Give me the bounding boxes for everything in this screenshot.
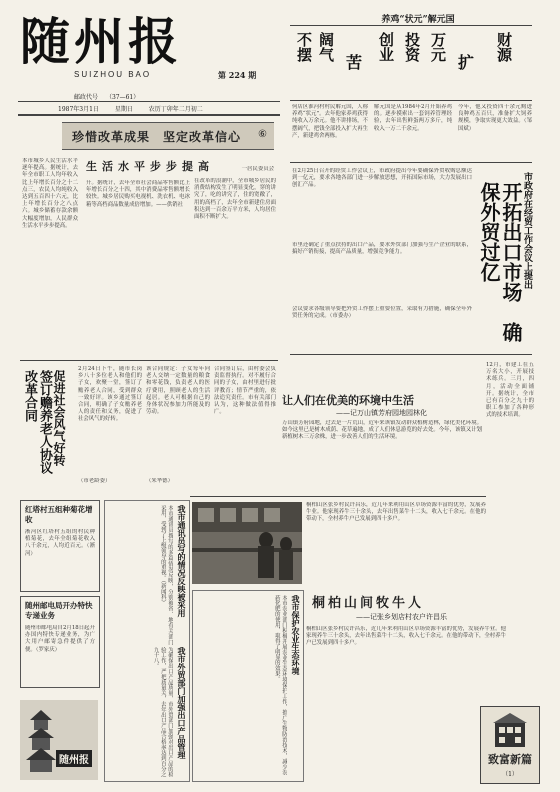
pagoda-icon bbox=[26, 708, 56, 772]
date-row bbox=[18, 104, 280, 113]
masthead-title: 随州报 bbox=[20, 12, 182, 71]
mini-column-2-body: 为确保出口产品质量，市外贸部门加强对出口产品的检验工作，严把质量关，去年出口产品合格率达到百分之九十八。 bbox=[152, 647, 173, 777]
forest-headline: 让人们在优美的环境中生活 bbox=[282, 394, 414, 407]
mini-column-3-headline: 我市保护农业生态环境 bbox=[291, 595, 301, 675]
express-headline: 随州邮电局开办特快专递业务 bbox=[25, 601, 93, 620]
postal-code-label: 邮政代号 bbox=[74, 94, 99, 101]
top-right-kicker: 养鸡“状元”解元国 bbox=[381, 15, 455, 25]
headline-char-5: 投资 bbox=[403, 32, 421, 62]
express-body: 随州市邮电局自2月18日起开办国内特快专递业务，为广大用户邮寄急件提供了方便。（罗家庆） bbox=[25, 625, 95, 653]
suizhou-logo-tile bbox=[20, 700, 98, 780]
herder-body: 桐柏山区张乡村民许昌乐，近几年来利用山区草场资源丰富的优势，发展养牛业。他家现养牛三十余头，去年出售菜牛十二头，收入七千余元。在他的带动下，全村养牛户已发展到四十多户。 bbox=[306, 502, 486, 523]
issue-date: 1987年3月1日 bbox=[58, 106, 99, 113]
left-upper-body: 本市城乡人民生活水平逐年提高。据统计，去年全市职工人均年收入比上年增长百分之十二点三，农民人均纯收入达到五百四十六元，比上年增长百分之八点六。城乡储蓄存款余额大幅度增加，人民群众生活水平步步提高。 bbox=[22, 158, 78, 229]
top-right-bottom-rule bbox=[290, 162, 532, 163]
issue-code-row bbox=[18, 92, 280, 101]
herder-subhead: ——记张乡划店村农户许昌乐 bbox=[356, 613, 447, 621]
upper-section-rule bbox=[20, 360, 278, 361]
right-upper-body: 在改革的浪潮中，全市城乡居民的消费结构发生了明显变化，穿的讲究了，吃的讲究了，住的宽敞了，用的高档了，去年全市新建住房面积达到一百余万平方米，人均居住面积不断扩大。 bbox=[194, 178, 276, 221]
headline-rule bbox=[290, 100, 532, 101]
issue-lunar: 农历丁卯年二月初二 bbox=[148, 106, 203, 113]
trade-vertical-side: 市政府在经贸工作会议上提出 bbox=[522, 172, 532, 289]
contract-body-right: 合同签订后，由村委会负责监督执行。对不履行合同的子女，由村里进行批评教育；情节严重的，依法追究责任。市有关部门认为，这种做法值得推广。 bbox=[214, 366, 276, 416]
mid-upper-body: 升。据统计，去年全市社会商品零售额比上年增长百分之十四，其中消费品零售额增长较快。城乡居民购买电视机、洗衣机、电冰箱等高档商品数量成倍增加。——供销社 bbox=[86, 180, 190, 208]
headline-char-3: 苦 bbox=[346, 53, 363, 72]
contract-body-mid: 该合同规定：子女每年向老人交纳一定数量的粮食和零花钱，负责老人的医疗费用，照顾老人的生活起居。老人可根据自己的身体状况参加力所能及的劳动。 bbox=[146, 366, 210, 416]
logo-label: 随州报 bbox=[56, 750, 92, 767]
banner-number: ⑥ bbox=[258, 129, 267, 140]
building-icon bbox=[491, 713, 529, 747]
right-upper-byline: 一居民委员会 bbox=[241, 166, 274, 172]
postal-code: （37—61） bbox=[105, 94, 140, 101]
reform-banner bbox=[62, 122, 274, 150]
mini-column-3-body: 本市农业部门积极开展农业生态环境保护工作，推广生物防治技术，减少农药化肥的使用，取得了明显的效果。 bbox=[273, 595, 287, 775]
contract-credit: （市老龄委） bbox=[78, 478, 111, 484]
mini-column-1-headline: 我市通讯员写的情况反映被采用 bbox=[177, 505, 187, 617]
contract-vertical-title: 签订赡养老人协议改革合同 bbox=[22, 370, 52, 474]
headline-char-7: 扩 bbox=[458, 53, 475, 72]
contract-vertical-kicker: 促进社会风气好转 bbox=[52, 370, 66, 466]
express-box bbox=[20, 596, 100, 688]
headline-char-2: 阔气 bbox=[317, 32, 335, 62]
trade-body-b: 市里还确定了重点扶持的出口产品，要求外贸部门加强与生产企业的联系，搞好产销衔接，提高产品质量，增强竞争能力。 bbox=[292, 242, 472, 256]
headline-char-4: 创业 bbox=[377, 32, 395, 62]
banner-headline: 珍惜改革成果 坚定改革信心 bbox=[72, 130, 242, 144]
masthead-roman: SUIZHOU BAO bbox=[74, 70, 152, 79]
forest-bottom-rule bbox=[190, 496, 486, 497]
headline-char-8: 财源 bbox=[495, 32, 513, 62]
masthead-rule-b bbox=[18, 114, 280, 116]
top-right-body-c: 今年，他又投资四千余元购进良种鸡五百只，准备扩大饲养规模，争取实现更大效益。（邹国斌） bbox=[458, 104, 532, 132]
ad-label: 致富新篇 bbox=[488, 753, 532, 766]
mini-column-1-body: 本市通讯员撰写的多篇情况反映，分别被省、地有关部门采用，受到了上级领导的重视。（新闻科） bbox=[159, 505, 173, 645]
herder-headline: 桐柏山间牧牛人 bbox=[312, 596, 425, 611]
trade-body-a: 在2月25日召开的经贸工作会议上，市政府提出今年要确保外贸收购总额达到一亿元，要求各地各部门进一步解放思想，开拓国际市场，大力发展出口创汇产品。 bbox=[292, 168, 472, 189]
chrysanthemum-body: 淅河区红塔村五组的村民种植菊花，去年全组菊花收入八千余元，人均近百元。（淅河） bbox=[25, 529, 95, 557]
mini-column-2-headline: 我市外贸部门加强出口产品管理 bbox=[177, 647, 187, 759]
top-right-headline bbox=[290, 30, 532, 100]
headline-char-1: 不摆 bbox=[295, 32, 313, 62]
top-right-body-b: 解元国是从1984年2月开始养鸡的。逐步摸索出一套饲养管理经验，去年出售鲜蛋两万多斤，纯收入一万二千余元。 bbox=[374, 104, 452, 132]
trade-body-c: 会议要求各级领导要把外贸工作摆上重要位置，采取有力措施，确保全年外贸任务的完成。（市委办） bbox=[292, 306, 472, 320]
mini-column-1 bbox=[104, 500, 190, 782]
forest-body: 万山镇芳府园地，过去是一片荒山，近年来该镇发动群众植树造林，绿化美化环境。如今这里已是树木成荫、花草遍地，成了人们休息游览的好去处。今年，该镇又计划新植树木三万余株，进一步改善人们的生活环境。 bbox=[282, 420, 482, 441]
mini-column-3 bbox=[192, 590, 304, 782]
ticker-body: 12月，市建工在五万名大小，开展技术练兵。三月，四月，活动全面铺开。据统计，全市已有百分之九十的职工参加了各种形式的技术培训。 bbox=[486, 362, 534, 419]
living-standards-headline: 生活水平步步提高 bbox=[86, 160, 214, 173]
ad-page-number: （1） bbox=[502, 771, 518, 778]
chrysanthemum-headline: 红塔村五组种菊花增收 bbox=[25, 505, 93, 524]
issue-weekday: 星期日 bbox=[114, 106, 133, 113]
herder-body-lower: 桐柏山区张乡村民许昌乐，近几年来利用山区草场资源丰富的优势，发展养牛业。他家现养牛三十余头，去年出售菜牛十二头，收入七千余元。在他的带动下，全村养牛户已发展到四十多户。 bbox=[306, 626, 506, 647]
contract-credit-mid: （朱华德） bbox=[146, 478, 173, 484]
headline-char-6: 万元 bbox=[429, 32, 447, 62]
masthead-rule-a bbox=[18, 101, 280, 102]
prosperity-ad bbox=[480, 706, 540, 784]
trade-bottom-rule bbox=[290, 354, 532, 355]
factory-photo bbox=[192, 502, 302, 584]
issue-number: 第 224 期 bbox=[218, 70, 257, 80]
top-right-body-a: 何店区淮河村村民解元国，人称养鸡“状元”。去年他家养鸡获得纯收入万余元。他不讲排场，不摆阔气，把钱全部投入扩大再生产，新建鸡舍两栋。 bbox=[292, 104, 368, 139]
trade-vertical-headline: 开拓出口市场 确保外贸过亿 bbox=[477, 182, 523, 342]
forest-subhead: ——记万山镇芳府园地园林化 bbox=[336, 409, 427, 417]
contract-body: 2月24日下午，随市长岗乡八十多位老人和他们的子女，欢聚一堂，签订了赡养老人合同，受到群众一致好评。该乡通过签订合同，明确了子女赡养老人的责任和义务，促进了社会风气的好转。 bbox=[78, 366, 142, 423]
kicker-rule bbox=[290, 25, 532, 26]
chrysanthemum-box bbox=[20, 500, 100, 592]
masthead bbox=[18, 8, 280, 88]
